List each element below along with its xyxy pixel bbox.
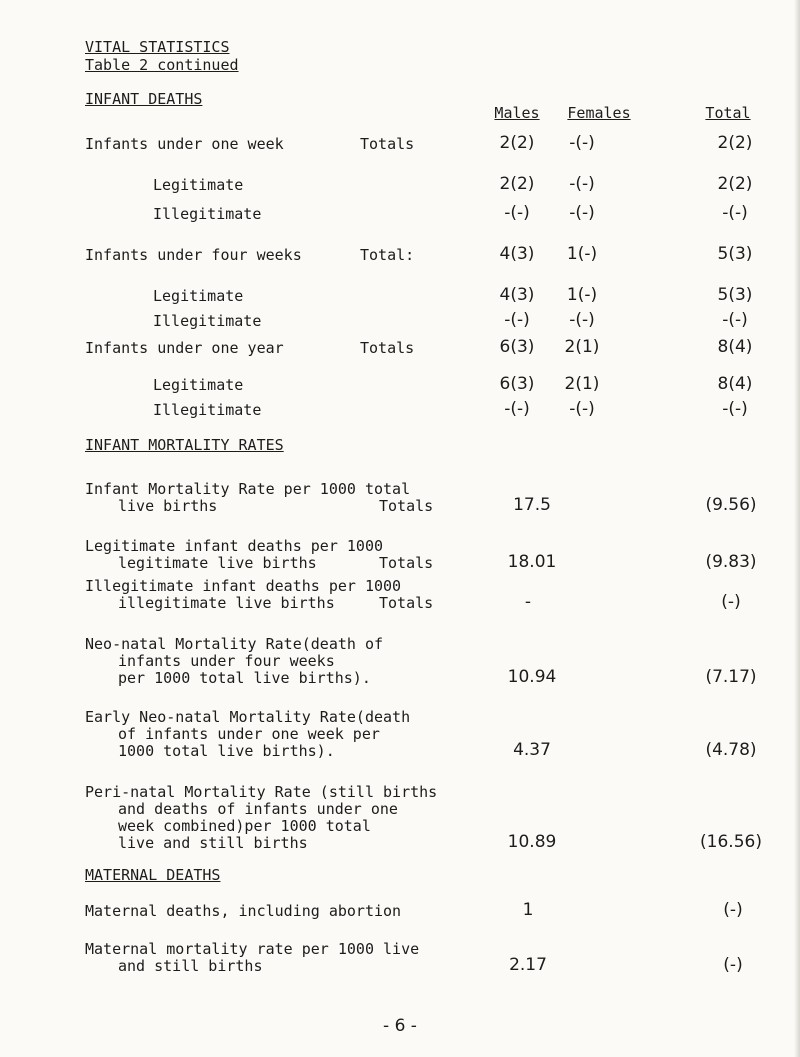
cell-total: 8(4): [717, 337, 753, 357]
rate-total-label: Totals: [379, 554, 434, 572]
cell-males: 2(2): [499, 174, 535, 194]
cell-females: -(-): [569, 133, 595, 153]
row-label: Infants under four weeks: [85, 246, 302, 264]
rate-bracket-value: (16.56): [700, 832, 762, 852]
rate-label-line: Illegitimate infant deaths per 1000: [85, 577, 402, 595]
row-label: Illegitimate: [153, 205, 262, 223]
rate-label-line: Legitimate infant deaths per 1000: [85, 537, 384, 555]
cell-females: -(-): [569, 310, 595, 330]
rate-label-line: Peri-natal Mortality Rate (still births: [85, 783, 438, 801]
rate-value: -: [524, 592, 532, 612]
page-edge-shadow: [794, 0, 800, 1057]
rate-bracket-value: (7.17): [705, 667, 757, 687]
rate-label-line: live births: [118, 497, 218, 515]
rate-label-line: Neo-natal Mortality Rate(death of: [85, 635, 384, 653]
rate-bracket-value: (4.78): [705, 740, 757, 760]
row-label: Legitimate: [153, 287, 244, 305]
cell-females: 2(1): [564, 374, 600, 394]
rate-label-line: of infants under one week per: [118, 725, 380, 743]
row-label: Legitimate: [153, 176, 244, 194]
maternal-deaths-heading: MATERNAL DEATHS: [85, 866, 221, 884]
column-header-males: Males: [494, 104, 540, 122]
cell-total: -(-): [722, 203, 748, 223]
page-subtitle: Table 2 continued: [85, 56, 239, 74]
cell-total: 2(2): [717, 133, 753, 153]
rate-label-line: week combined)per 1000 total: [118, 817, 371, 835]
maternal-bracket-value: (-): [723, 955, 743, 975]
rate-label-line: and deaths of infants under one: [118, 800, 398, 818]
rate-value: 10.89: [507, 832, 557, 852]
rate-label-line: 1000 total live births).: [118, 742, 335, 760]
rate-value: 10.94: [507, 667, 557, 687]
maternal-value: 2.17: [509, 955, 547, 975]
cell-females: -(-): [569, 399, 595, 419]
cell-females: 1(-): [566, 244, 598, 264]
cell-males: -(-): [504, 203, 530, 223]
rate-total-label: Totals: [379, 594, 434, 612]
cell-males: 6(3): [499, 337, 535, 357]
rate-bracket-value: (-): [721, 592, 741, 612]
cell-males: 6(3): [499, 374, 535, 394]
maternal-label-line: Maternal deaths, including abortion: [85, 902, 402, 920]
cell-total: -(-): [722, 399, 748, 419]
rate-label-line: Early Neo-natal Mortality Rate(death: [85, 708, 411, 726]
cell-males: -(-): [504, 310, 530, 330]
cell-total: 8(4): [717, 374, 753, 394]
cell-total: 2(2): [717, 174, 753, 194]
page-title: VITAL STATISTICS: [85, 38, 230, 56]
rate-label-line: illegitimate live births: [118, 594, 335, 612]
row-total-label: Total:: [360, 246, 415, 264]
rate-label-line: Infant Mortality Rate per 1000 total: [85, 480, 411, 498]
row-total-label: Totals: [360, 135, 415, 153]
cell-females: 2(1): [564, 337, 600, 357]
rate-label-line: legitimate live births: [118, 554, 317, 572]
row-label: Illegitimate: [153, 401, 262, 419]
row-total-label: Totals: [360, 339, 415, 357]
rate-label-line: live and still births: [118, 834, 308, 852]
cell-males: -(-): [504, 399, 530, 419]
maternal-value: 1: [522, 900, 534, 920]
row-label: Illegitimate: [153, 312, 262, 330]
maternal-label-line: and still births: [118, 957, 263, 975]
cell-females: 1(-): [566, 285, 598, 305]
rate-bracket-value: (9.83): [705, 552, 757, 572]
rate-value: 17.5: [513, 495, 551, 515]
maternal-label-line: Maternal mortality rate per 1000 live: [85, 940, 420, 958]
maternal-bracket-value: (-): [723, 900, 743, 920]
rate-value: 4.37: [513, 740, 551, 760]
rate-value: 18.01: [507, 552, 557, 572]
cell-males: 4(3): [499, 244, 535, 264]
cell-males: 2(2): [499, 133, 535, 153]
rate-label-line: infants under four weeks: [118, 652, 335, 670]
infant-mortality-rates-heading: INFANT MORTALITY RATES: [85, 436, 284, 454]
cell-females: -(-): [569, 203, 595, 223]
cell-males: 4(3): [499, 285, 535, 305]
cell-total: 5(3): [717, 244, 753, 264]
cell-total: -(-): [722, 310, 748, 330]
rate-bracket-value: (9.56): [705, 495, 757, 515]
column-header-total: Total: [705, 104, 751, 122]
row-label: Infants under one year: [85, 339, 284, 357]
page-number: - 6 -: [383, 1016, 417, 1036]
rate-total-label: Totals: [379, 497, 434, 515]
column-header-females: Females: [567, 104, 631, 122]
row-label: Legitimate: [153, 376, 244, 394]
cell-total: 5(3): [717, 285, 753, 305]
cell-females: -(-): [569, 174, 595, 194]
row-label: Infants under one week: [85, 135, 284, 153]
rate-label-line: per 1000 total live births).: [118, 669, 371, 687]
infant-deaths-heading: INFANT DEATHS: [85, 90, 203, 108]
